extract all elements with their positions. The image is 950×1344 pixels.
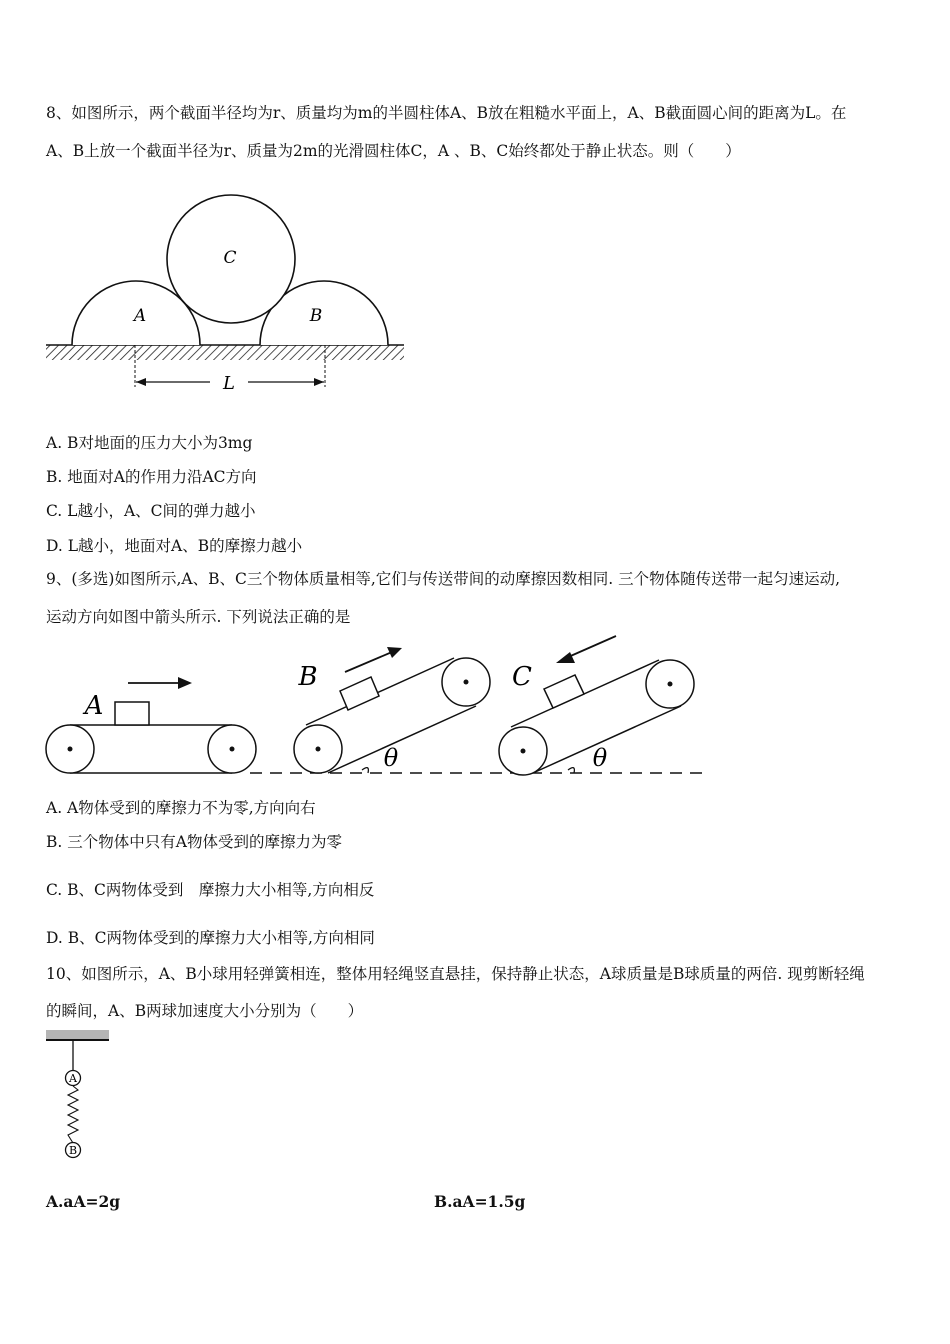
q10-stem-line1: 10、如图所示，A、B小球用轻弹簧相连，整体用轻绳竖直悬挂，保持静止状态，A球质量是B球质量的两倍. 现剪断轻绳 bbox=[46, 965, 865, 983]
theta-c: θ bbox=[592, 744, 608, 772]
label-c: C bbox=[512, 662, 532, 692]
label-b: B bbox=[68, 1144, 78, 1157]
q9-stem-line1: 9、(多选)如图所示,A、B、C三个物体质量相等,它们与传送带间的动摩擦因数相同. 三个物体随传送带一起匀速运动, bbox=[46, 570, 841, 588]
label-c: C bbox=[223, 248, 237, 268]
q10-option-b: B.aA=1.5g bbox=[434, 1192, 526, 1211]
q9-stem-line2: 运动方向如图中箭头所示. 下列说法正确的是 bbox=[46, 608, 351, 626]
q10-option-a: A.aA=2g bbox=[46, 1192, 121, 1211]
label-b: B bbox=[298, 662, 318, 692]
spring bbox=[68, 1086, 78, 1143]
q8-figure bbox=[40, 185, 420, 400]
q9-figure bbox=[40, 630, 720, 785]
q9-option-a: A. A物体受到的摩擦力不为零,方向向右 bbox=[46, 799, 316, 817]
q9-option-b: B. 三个物体中只有A物体受到的摩擦力为零 bbox=[46, 833, 342, 851]
arrow-b bbox=[345, 652, 392, 672]
ground-hatch bbox=[46, 345, 404, 360]
q9-option-c: C. B、C两物体受到 摩擦力大小相等,方向相反 bbox=[46, 881, 375, 899]
block-b bbox=[340, 677, 379, 710]
label-a: A bbox=[133, 306, 147, 326]
q8-stem-line2: A、B上放一个截面半径为r、质量为2m的光滑圆柱体C，A 、B、C始终都处于静止状态。则（ ） bbox=[46, 142, 741, 160]
theta-b: θ bbox=[383, 744, 399, 772]
block-c bbox=[544, 675, 584, 708]
q9-option-d: D. B、C两物体受到的摩擦力大小相等,方向相同 bbox=[46, 929, 375, 947]
block-a bbox=[115, 702, 149, 725]
label-a: A bbox=[69, 1072, 77, 1085]
label-b: B bbox=[309, 306, 323, 326]
q8-option-a: A. B对地面的压力大小为3mg bbox=[46, 434, 253, 452]
arrow-c bbox=[566, 636, 616, 658]
belt-a bbox=[46, 702, 256, 773]
q8-option-b: B. 地面对A的作用力沿AC方向 bbox=[46, 468, 257, 486]
q8-option-d: D. L越小，地面对A、B的摩擦力越小 bbox=[46, 537, 303, 555]
q8-option-c: C. L越小，A、C间的弹力越小 bbox=[46, 502, 256, 520]
label-l: L bbox=[223, 373, 235, 394]
q10-stem-line2: 的瞬间，A、B两球加速度大小分别为（ ） bbox=[46, 1002, 364, 1020]
q10-figure bbox=[40, 1025, 120, 1170]
ceiling bbox=[46, 1030, 109, 1040]
label-a: A bbox=[84, 691, 104, 721]
q8-stem-line1: 8、如图所示，两个截面半径均为r、质量均为m的半圆柱体A、B放在粗糙水平面上，A、B截面圆心间的距离为L。在 bbox=[46, 104, 847, 122]
